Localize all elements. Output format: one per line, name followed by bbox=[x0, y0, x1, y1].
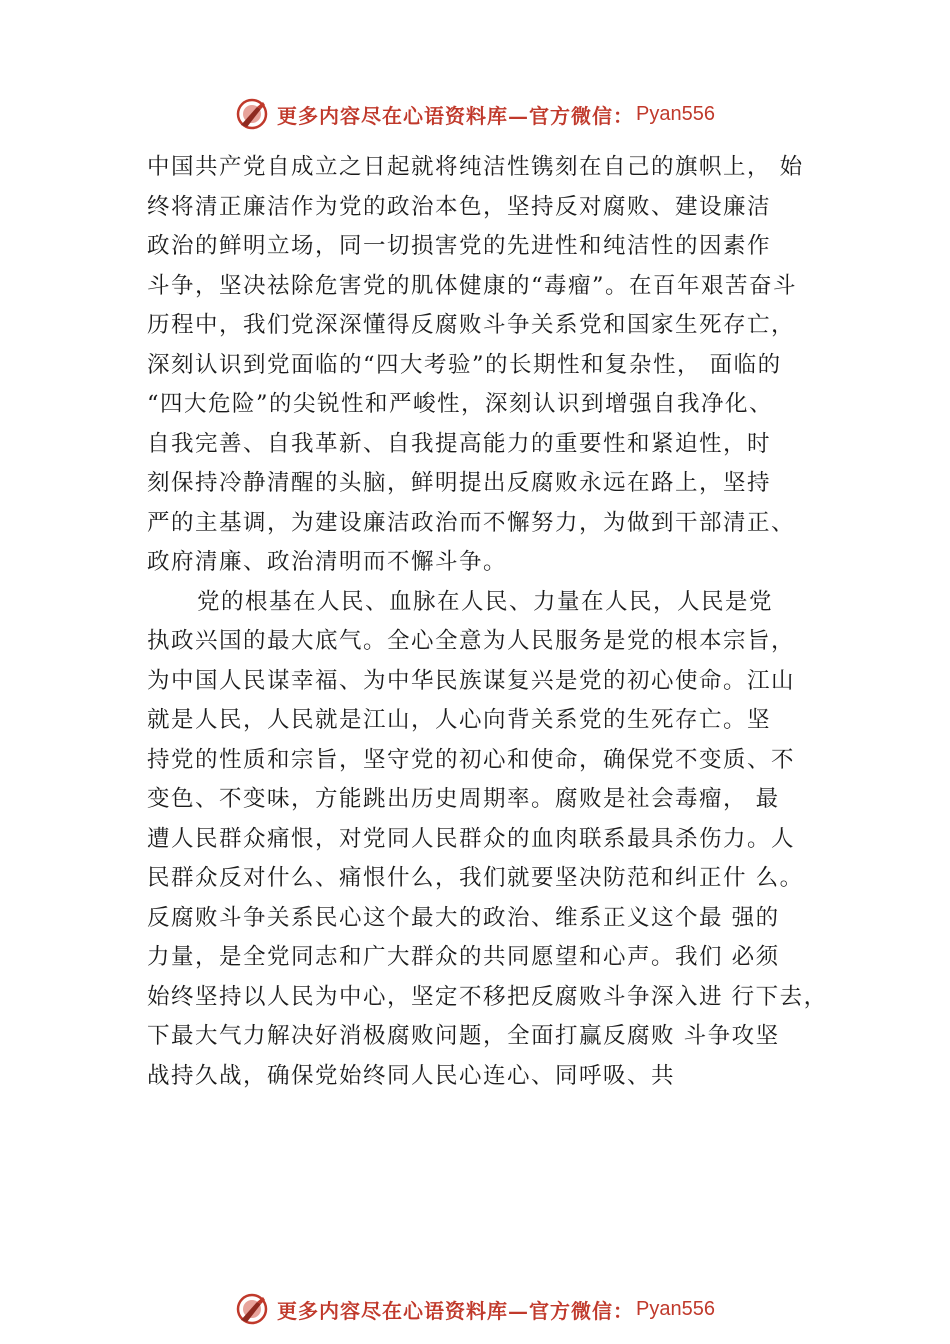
paragraph-1 bbox=[147, 148, 847, 583]
text-line: 政治的鲜明立场，同一切损害党的先进性和纯洁性的因素作 bbox=[147, 233, 772, 259]
text-line: 自我完善、自我革新、自我提高能力的重要性和紧迫性，时 bbox=[147, 430, 772, 457]
text-line: 严的主基调，为建设廉洁政治而不懈努力，为做到干部清正、 bbox=[147, 509, 796, 536]
text-line: 政府清廉、政治清明而不懈斗争。 bbox=[147, 549, 508, 575]
paragraph-2 bbox=[147, 583, 847, 1097]
text-line: 深刻认识到党面临的“四大考验”的长期性和复杂性， 面临的 bbox=[147, 351, 782, 378]
text-line: 历程中，我们党深深懂得反腐败斗争关系党和国家生死存亡， bbox=[147, 312, 796, 338]
footer-banner bbox=[0, 1287, 950, 1331]
text-line: 执政兴国的最大底气。全心全意为人民服务是党的根本宗旨， bbox=[147, 628, 796, 654]
pen-nib-circle-logo-icon bbox=[235, 1292, 269, 1326]
text-line: “四大危险”的尖锐性和严峻性，深刻认识到增强自我净化、 bbox=[147, 391, 774, 417]
text-line: 战持久战，确保党始终同人民心连心、同呼吸、共 bbox=[147, 1062, 676, 1089]
banner-text: 更多内容尽在心语资料库—官方微信： bbox=[277, 103, 635, 128]
text-line: 党的根基在人民、血脉在人民、力量在人民，人民是党 bbox=[197, 588, 774, 615]
text-line: 反腐败斗争关系民心这个最大的政治、维系正义这个最 强的 bbox=[147, 904, 780, 931]
document-body bbox=[147, 148, 847, 1096]
text-line: 终将清正廉洁作为党的政治本色，坚持反对腐败、建设廉洁 bbox=[147, 193, 772, 220]
text-line: 下最大气力解决好消极腐败问题，全面打赢反腐败 斗争攻坚 bbox=[147, 1023, 780, 1049]
pen-nib-circle-logo-icon bbox=[235, 97, 269, 131]
banner-wechat-id: Pyan556 bbox=[636, 102, 715, 125]
header-banner bbox=[0, 92, 950, 136]
text-line: 就是人民，人民就是江山，人心向背关系党的生死存亡。坚 bbox=[147, 707, 772, 733]
text-line: 持党的性质和宗旨，坚守党的初心和使命，确保党不变质、不 bbox=[147, 746, 796, 773]
text-line: 遭人民群众痛恨，对党同人民群众的血肉联系最具杀伤力。人 bbox=[147, 825, 796, 852]
text-line: 民群众反对什么、痛恨什么，我们就要坚决防范和纠正什 么。 bbox=[147, 865, 804, 891]
text-line: 刻保持冷静清醒的头脑，鲜明提出反腐败永远在路上，坚持 bbox=[147, 470, 772, 496]
text-line: 为中国人民谋幸福、为中华民族谋复兴是党的初心使命。江山 bbox=[147, 667, 796, 694]
banner-text: 更多内容尽在心语资料库—官方微信： bbox=[277, 1298, 635, 1323]
text-line: 斗争，坚决祛除危害党的肌体健康的“毒瘤”。在百年艰苦奋斗 bbox=[147, 272, 798, 299]
text-line: 变色、不变味，方能跳出历史周期率。腐败是社会毒瘤， 最 bbox=[147, 786, 780, 812]
text-line: 始终坚持以人民为中心，坚定不移把反腐败斗争深入进 行下去， bbox=[147, 983, 828, 1010]
banner-wechat-id: Pyan556 bbox=[636, 1297, 715, 1320]
text-line: 力量，是全党同志和广大群众的共同愿望和心声。我们 必须 bbox=[147, 944, 780, 970]
text-line: 中国共产党自成立之日起就将纯洁性镌刻在自己的旗帜上， 始 bbox=[147, 154, 804, 180]
